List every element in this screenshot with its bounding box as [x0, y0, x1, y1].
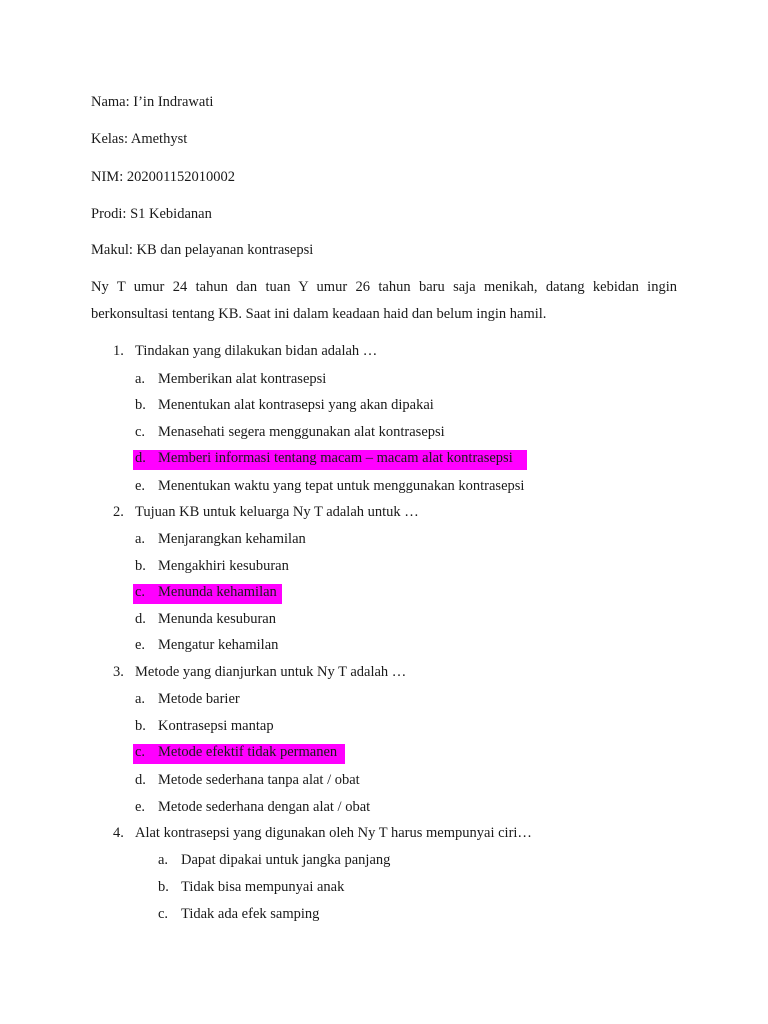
option-text: Kontrasepsi mantap — [158, 718, 274, 734]
case-line-2: berkonsultasi tentang KB. Saat ini dalam keadaan haid dan belum ingin hamil. — [91, 306, 547, 322]
option-text: Menjarangkan kehamilan — [158, 531, 306, 547]
option-letter: a. — [135, 371, 146, 387]
question-number: 1. — [113, 343, 124, 359]
question-text: Alat kontrasepsi yang digunakan oleh Ny T harus mempunyai ciri… — [135, 825, 532, 841]
option-letter: a. — [158, 852, 169, 868]
option-letter: a. — [135, 531, 146, 547]
option-text: Menentukan alat kontrasepsi yang akan dipakai — [158, 397, 434, 413]
question-text: Metode yang dianjurkan untuk Ny T adalah … — [135, 664, 407, 680]
option-letter: c. — [135, 424, 146, 440]
option-text: Metode sederhana tanpa alat / obat — [158, 772, 360, 788]
option-letter: b. — [135, 718, 146, 734]
option-2c-highlighted-answer — [133, 584, 282, 604]
course-name: Makul: KB dan pelayanan kontrasepsi — [91, 242, 314, 258]
student-name: Nama: I’in Indrawati — [91, 94, 214, 110]
question-number: 3. — [113, 664, 124, 680]
question-text: Tujuan KB untuk keluarga Ny T adalah untuk … — [135, 504, 419, 520]
option-letter: d. — [135, 772, 146, 788]
question-text: Tindakan yang dilakukan bidan adalah … — [135, 343, 378, 359]
option-text: Tidak ada efek samping — [181, 906, 320, 922]
option-text: Dapat dipakai untuk jangka panjang — [181, 852, 391, 868]
option-text: Metode sederhana dengan alat / obat — [158, 799, 371, 815]
option-text: Mengatur kehamilan — [158, 637, 279, 653]
student-nim: NIM: 202001152010002 — [91, 169, 236, 185]
option-3c-highlighted-answer — [133, 744, 345, 764]
option-letter: c. — [158, 906, 169, 922]
option-letter: d. — [135, 450, 146, 466]
option-text: Memberi informasi tentang macam – macam alat kontrasepsi — [158, 450, 513, 466]
option-text: Memberikan alat kontrasepsi — [158, 371, 327, 387]
student-class: Kelas: Amethyst — [91, 131, 188, 147]
study-program: Prodi: S1 Kebidanan — [91, 206, 212, 222]
option-text: Menunda kesuburan — [158, 611, 276, 627]
option-text: Metode barier — [158, 691, 240, 707]
option-letter: a. — [135, 691, 146, 707]
option-text: Mengakhiri kesuburan — [158, 558, 289, 574]
question-number: 2. — [113, 504, 124, 520]
option-letter: c. — [135, 584, 146, 600]
option-letter: b. — [135, 558, 146, 574]
option-text: Menentukan waktu yang tepat untuk menggunakan kontrasepsi — [158, 478, 525, 494]
option-letter: b. — [158, 879, 169, 895]
option-letter: b. — [135, 397, 146, 413]
option-letter: e. — [135, 478, 146, 494]
option-letter: e. — [135, 637, 146, 653]
option-letter: c. — [135, 744, 146, 760]
option-text: Menunda kehamilan — [158, 584, 277, 600]
case-line-1: Ny T umur 24 tahun dan tuan Y umur 26 tahun baru saja menikah, datang kebidan ingin — [91, 279, 677, 295]
option-1d-highlighted-answer — [133, 450, 527, 470]
option-text: Tidak bisa mempunyai anak — [181, 879, 345, 895]
question-number: 4. — [113, 825, 124, 841]
option-text: Menasehati segera menggunakan alat kontrasepsi — [158, 424, 445, 440]
option-letter: d. — [135, 611, 146, 627]
option-text: Metode efektif tidak permanen — [158, 744, 338, 760]
case-paragraph — [91, 274, 677, 328]
option-letter: e. — [135, 799, 146, 815]
